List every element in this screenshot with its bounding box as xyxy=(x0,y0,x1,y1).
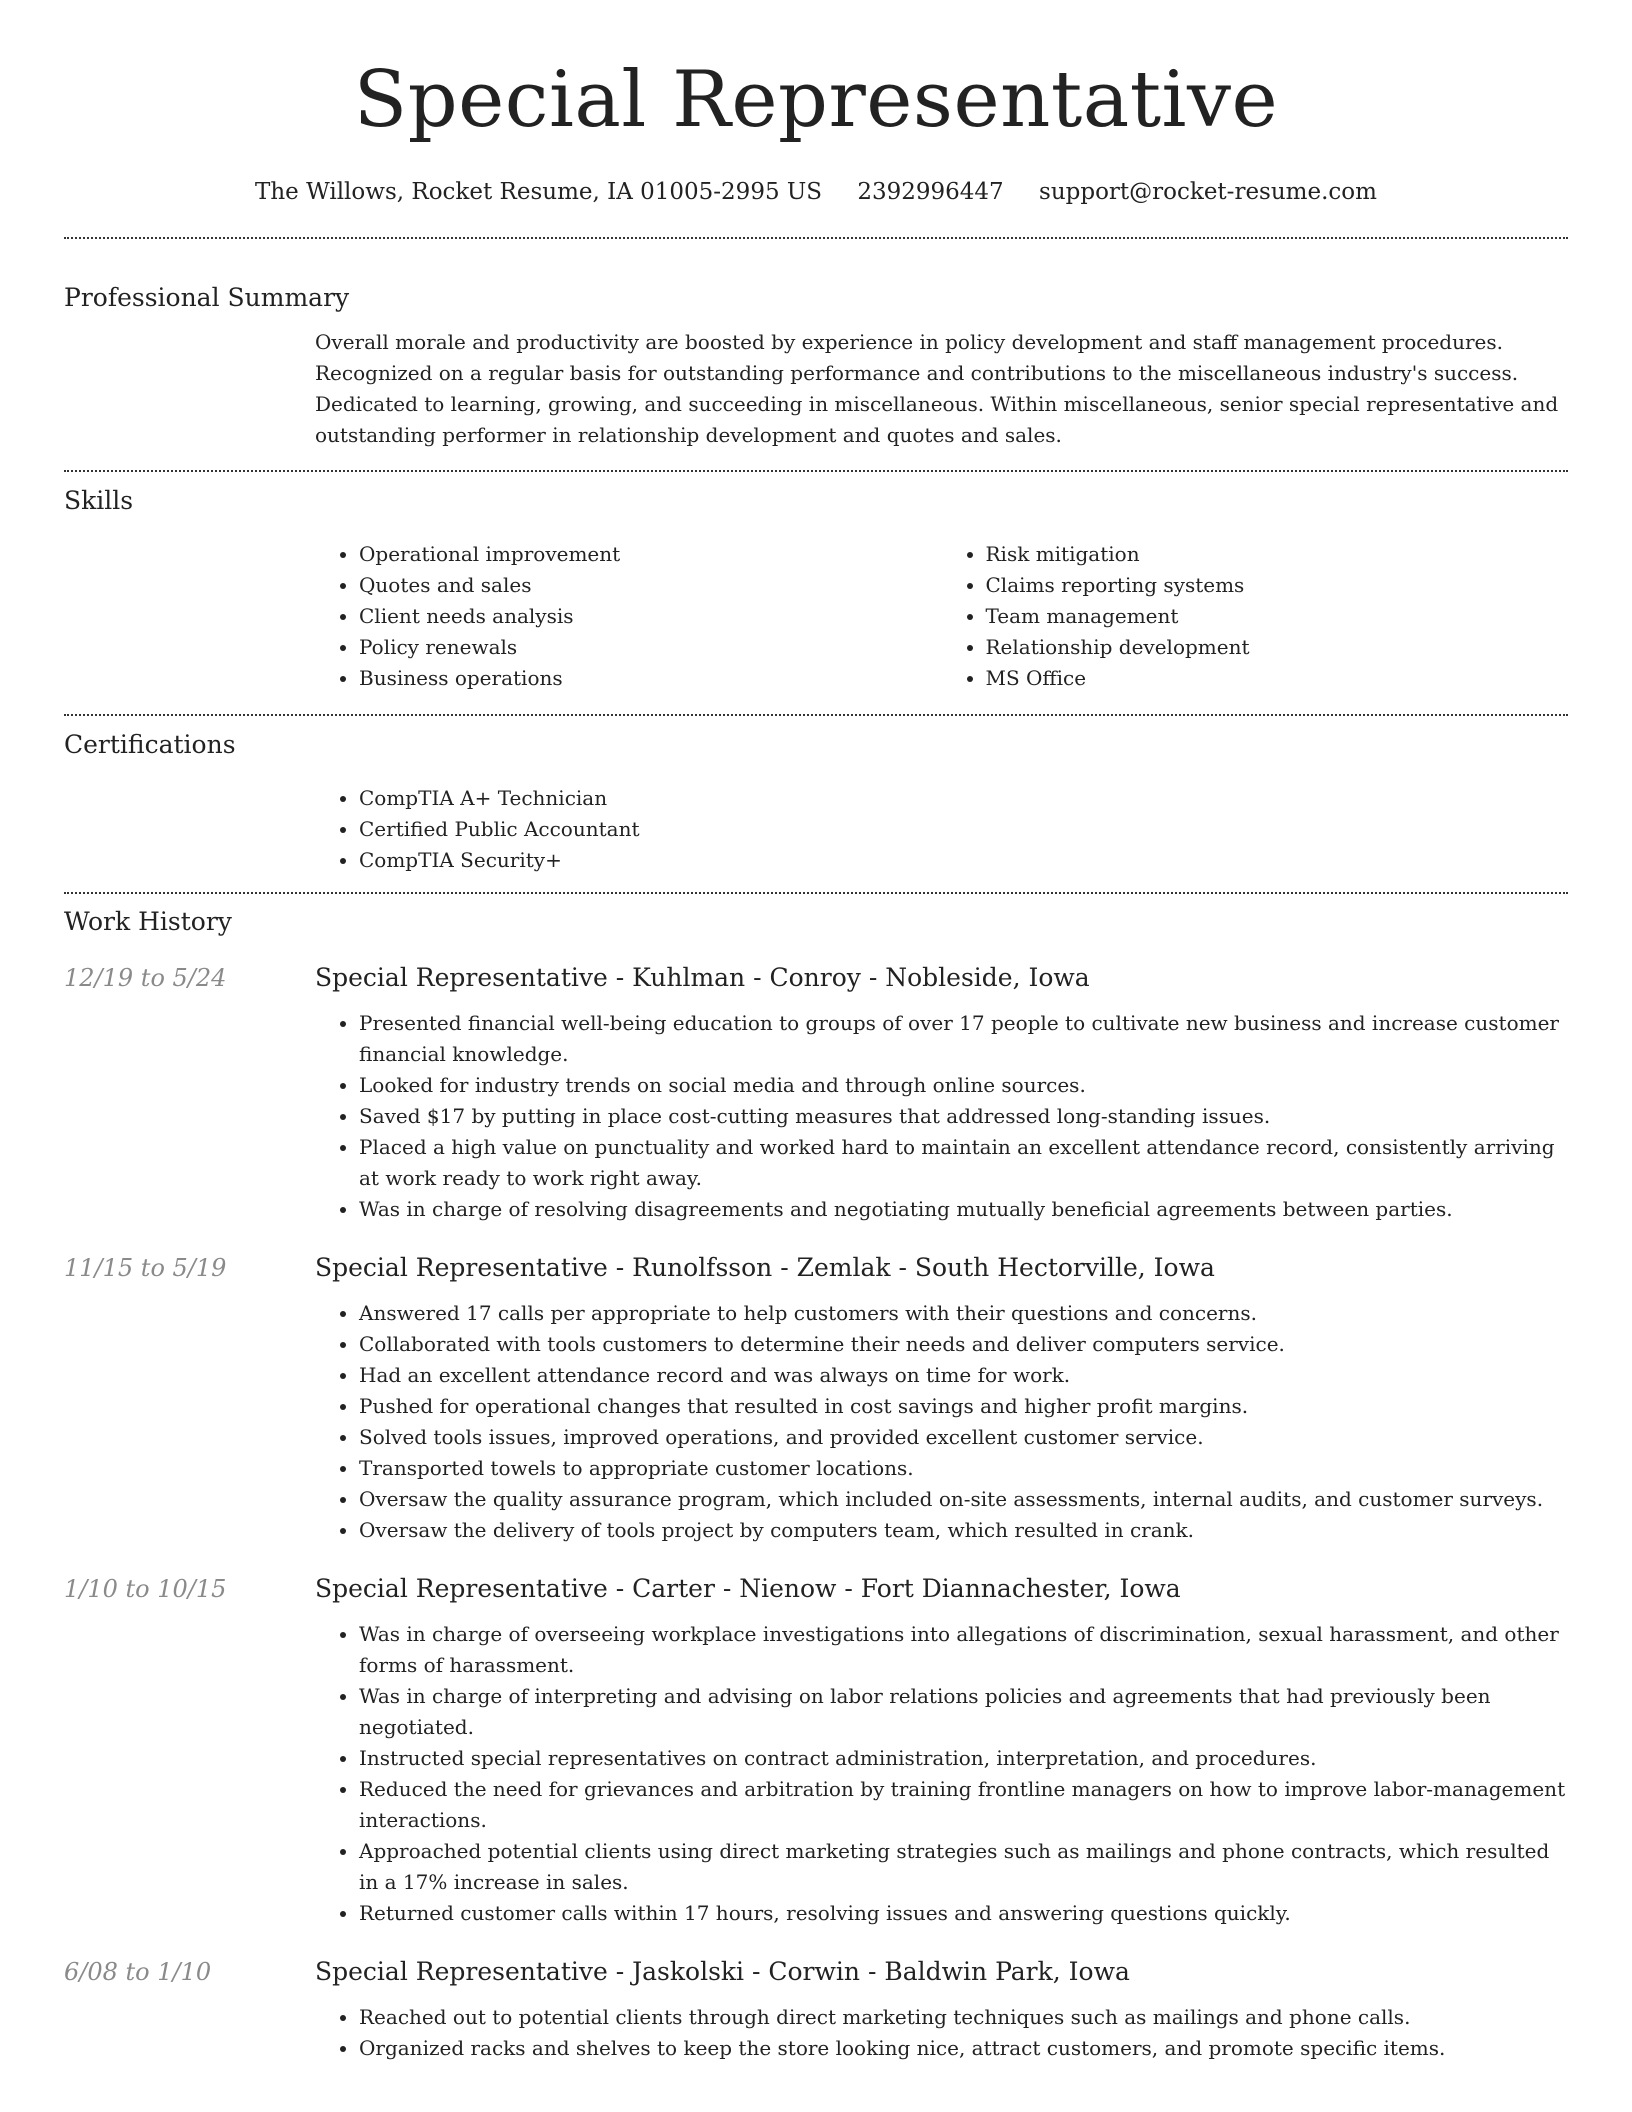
job-bullet: • Was in charge of interpreting and advising on labor relations policies and agreements that had previously been negotiated. xyxy=(359,1681,1568,1743)
job-bullets xyxy=(315,1008,1568,1225)
skills-list-right xyxy=(942,539,1569,694)
job-entry xyxy=(64,1955,1568,2064)
certification-item: • CompTIA A+ Technician xyxy=(359,783,1568,814)
skill-item: • Policy renewals xyxy=(359,632,942,663)
section-title-certifications: Certifications xyxy=(64,730,236,759)
divider xyxy=(64,714,1568,716)
certifications-list xyxy=(315,783,1568,876)
job-entry xyxy=(64,1251,1568,1546)
resume-page xyxy=(64,0,1568,2064)
job-bullet: • Approached potential clients using direct marketing strategies such as mailings and phone contracts, which resulted in a 17% increase in sales. xyxy=(359,1836,1568,1898)
job-bullet: • Oversaw the delivery of tools project by computers team, which resulted in crank. xyxy=(359,1515,1568,1546)
job-bullet: • Transported towels to appropriate customer locations. xyxy=(359,1453,1568,1484)
job-title: Special Representative - Carter - Nienow - Fort Diannachester, Iowa xyxy=(315,1574,1181,1603)
job-entry xyxy=(64,961,1568,1225)
skill-item: • Risk mitigation xyxy=(986,539,1569,570)
skills-grid xyxy=(315,539,1568,694)
divider xyxy=(64,237,1568,239)
job-bullets xyxy=(315,1298,1568,1546)
resume-name: Special Representative xyxy=(353,55,1279,145)
job-bullet: • Placed a high value on punctuality and worked hard to maintain an excellent attendance record, consistently arriving at work ready to work right away. xyxy=(359,1132,1568,1194)
job-title: Special Representative - Kuhlman - Conroy - Nobleside, Iowa xyxy=(315,963,1090,992)
job-bullet: • Collaborated with tools customers to determine their needs and deliver computers service. xyxy=(359,1329,1568,1360)
job-bullet: • Saved $17 by putting in place cost-cutting measures that addressed long-standing issues. xyxy=(359,1101,1568,1132)
job-bullet: • Organized racks and shelves to keep the store looking nice, attract customers, and promote specific items. xyxy=(359,2033,1568,2064)
job-bullet: • Was in charge of resolving disagreements and negotiating mutually beneficial agreements between parties. xyxy=(359,1194,1568,1225)
skill-item: • Business operations xyxy=(359,663,942,694)
certifications-body xyxy=(315,783,1568,876)
section-title-work-history: Work History xyxy=(64,907,232,936)
job-dates: 1/10 to 10/15 xyxy=(64,1575,227,1603)
job-bullet: • Oversaw the quality assurance program, which included on-site assessments, internal audits, and customer surveys. xyxy=(359,1484,1568,1515)
contact-email: support@rocket-resume.com xyxy=(1039,179,1377,205)
job-title: Special Representative - Jaskolski - Corwin - Baldwin Park, Iowa xyxy=(315,1957,1130,1986)
summary-text: Overall morale and productivity are boosted by experience in policy development and staff management procedures. Recognized on a regular basis for outstanding performance and contributions to the miscellaneous industry's success. Dedicated to learning, growing, and succeeding in miscellaneous. Within miscellaneous, senior special representative and outstanding performer in relationship development and quotes and sales. xyxy=(315,330,1559,447)
skill-item: • MS Office xyxy=(986,663,1569,694)
contact-address: The Willows, Rocket Resume, IA 01005-2995 US xyxy=(255,179,823,205)
job-title: Special Representative - Runolfsson - Zemlak - South Hectorville, Iowa xyxy=(315,1253,1215,1282)
job-bullet: • Answered 17 calls per appropriate to help customers with their questions and concerns. xyxy=(359,1298,1568,1329)
job-entry xyxy=(64,1572,1568,1929)
skill-item: • Client needs analysis xyxy=(359,601,942,632)
section-title-summary: Professional Summary xyxy=(64,283,350,312)
job-bullet: • Was in charge of overseeing workplace investigations into allegations of discrimination, sexual harassment, and other forms of harassment. xyxy=(359,1619,1568,1681)
skill-item: • Quotes and sales xyxy=(359,570,942,601)
job-bullet: • Returned customer calls within 17 hours, resolving issues and answering questions quickly. xyxy=(359,1898,1568,1929)
job-bullet: • Had an excellent attendance record and was always on time for work. xyxy=(359,1360,1568,1391)
contact-phone: 2392996447 xyxy=(857,179,1004,205)
job-bullets xyxy=(315,1619,1568,1929)
certification-item: • Certified Public Accountant xyxy=(359,814,1568,845)
job-dates: 6/08 to 1/10 xyxy=(64,1958,212,1986)
certifications-section xyxy=(64,728,1568,876)
contact-line xyxy=(64,176,1568,208)
skill-item: • Claims reporting systems xyxy=(986,570,1569,601)
skill-item: • Operational improvement xyxy=(359,539,942,570)
certification-item: • CompTIA Security+ xyxy=(359,845,1568,876)
job-bullet: • Reduced the need for grievances and arbitration by training frontline managers on how to improve labor-management interactions. xyxy=(359,1774,1568,1836)
job-bullet: • Reached out to potential clients through direct marketing techniques such as mailings and phone calls. xyxy=(359,2002,1568,2033)
section-title-skills: Skills xyxy=(64,486,134,515)
job-dates: 11/15 to 5/19 xyxy=(64,1254,227,1282)
job-bullet: • Pushed for operational changes that resulted in cost savings and higher profit margins. xyxy=(359,1391,1568,1422)
job-dates: 12/19 to 5/24 xyxy=(64,964,227,992)
job-bullet: • Looked for industry trends on social media and through online sources. xyxy=(359,1070,1568,1101)
skills-section xyxy=(64,484,1568,694)
job-bullet: • Instructed special representatives on contract administration, interpretation, and procedures. xyxy=(359,1743,1568,1774)
summary-section xyxy=(64,281,1568,451)
skill-item: • Team management xyxy=(986,601,1569,632)
work-history-section xyxy=(64,905,1568,2064)
skills-list-left xyxy=(315,539,942,694)
job-bullets xyxy=(315,2002,1568,2064)
job-bullet: • Solved tools issues, improved operations, and provided excellent customer service. xyxy=(359,1422,1568,1453)
job-bullet: • Presented financial well-being education to groups of over 17 people to cultivate new business and increase customer financial knowledge. xyxy=(359,1008,1568,1070)
skill-item: • Relationship development xyxy=(986,632,1569,663)
divider xyxy=(64,470,1568,472)
divider xyxy=(64,892,1568,894)
